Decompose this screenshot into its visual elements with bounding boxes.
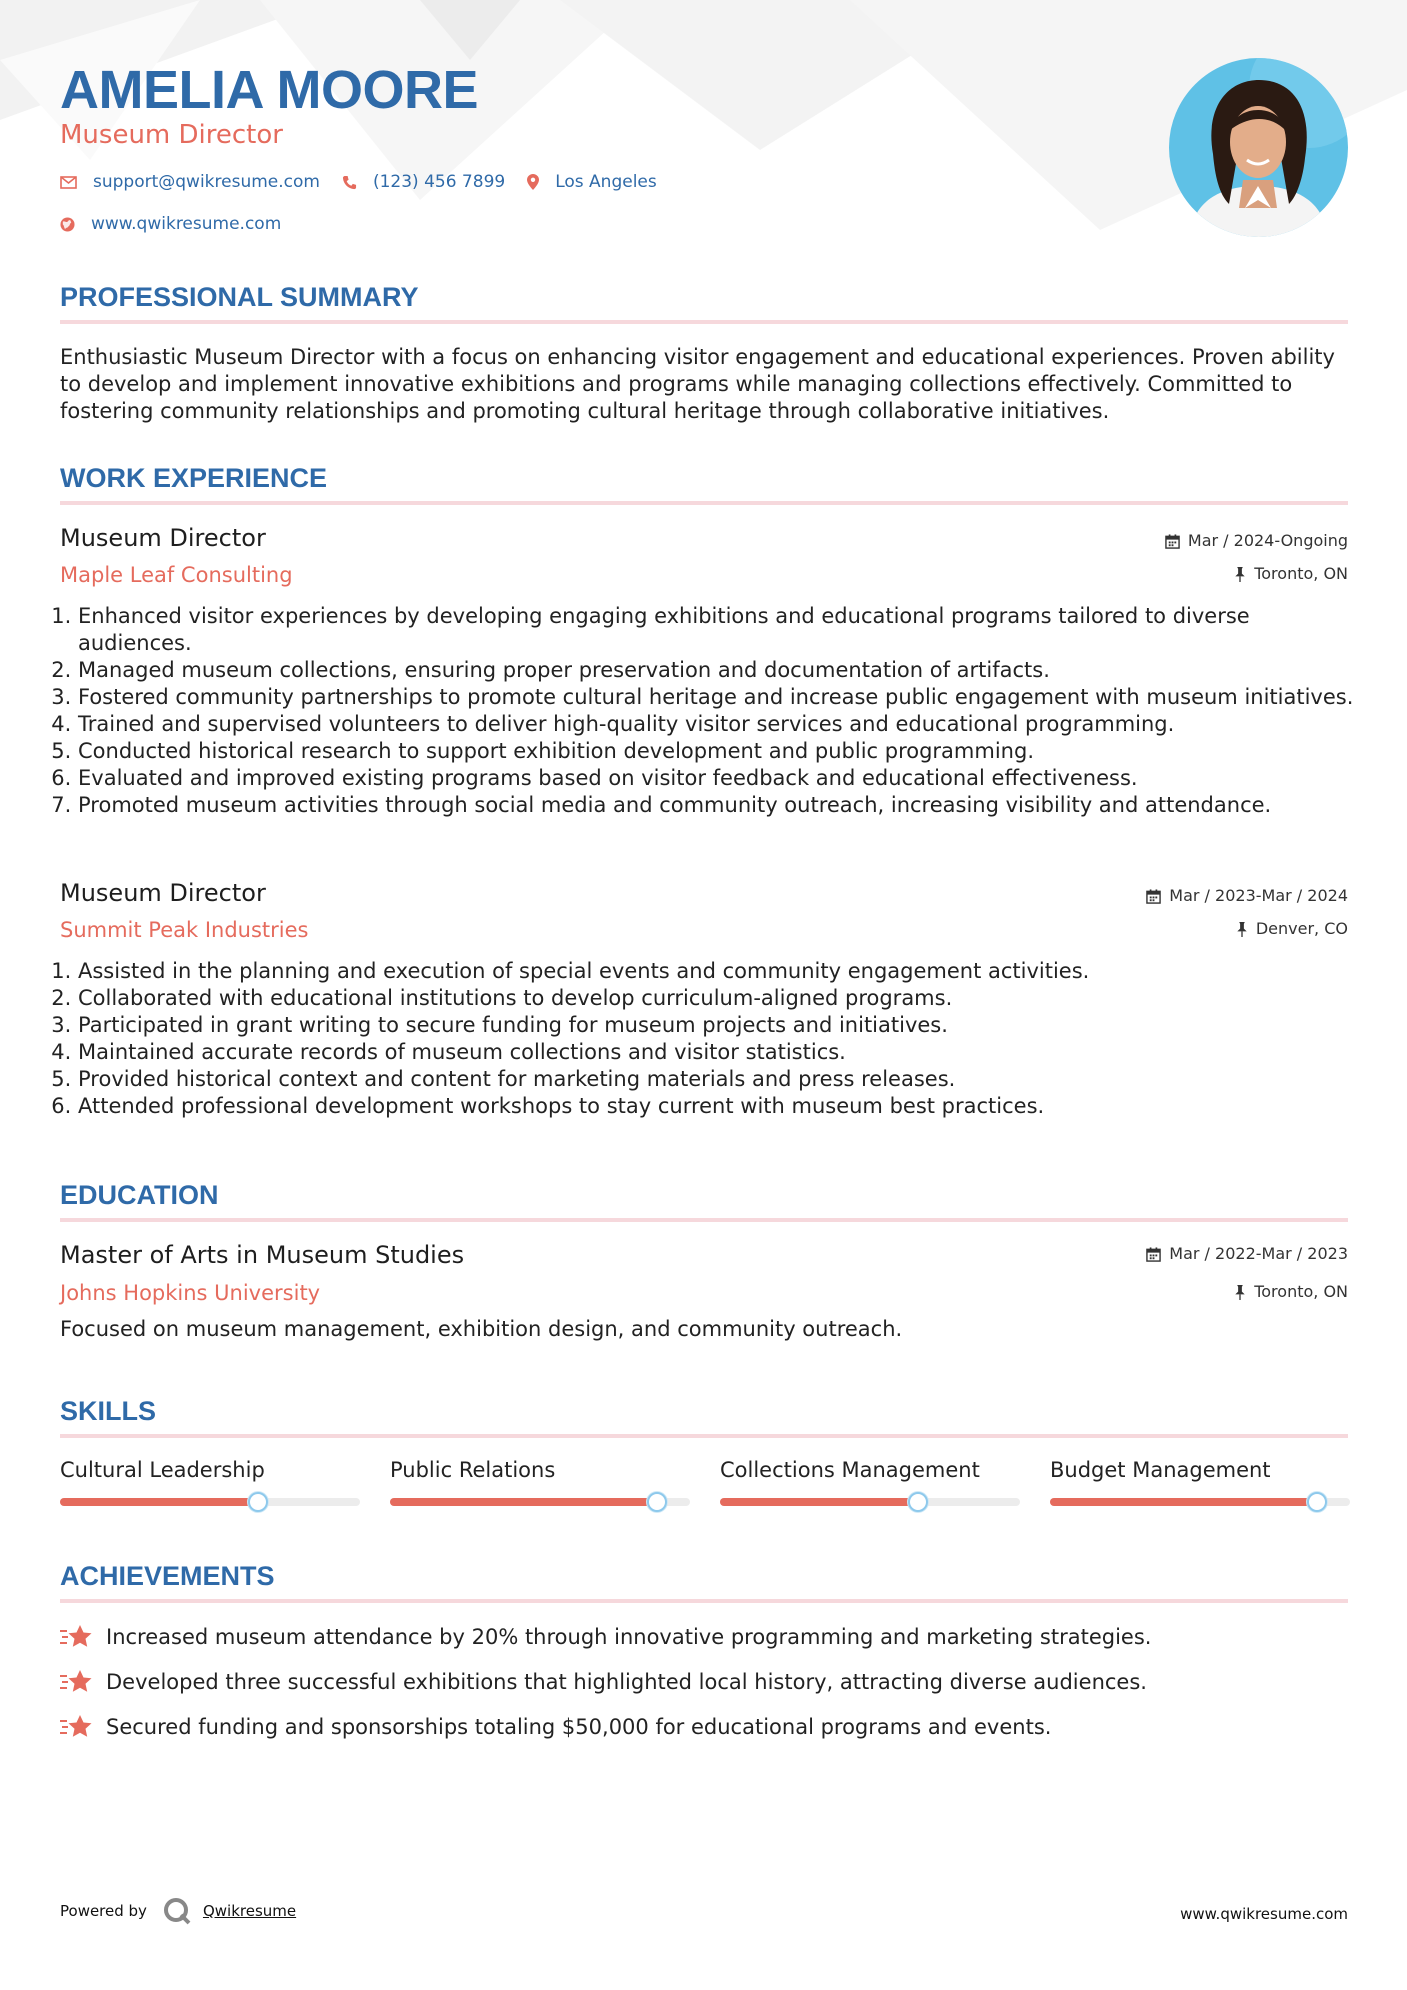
education-divider — [60, 1218, 1348, 1222]
job-location — [1236, 918, 1348, 940]
achievement-item — [60, 1623, 1151, 1651]
skill-name: Budget Management — [1050, 1458, 1271, 1482]
contact-row-website — [60, 214, 303, 234]
list-item: 1. Assisted in the planning and execution of special events and community engagement activities. — [78, 958, 1366, 985]
star-icon — [60, 1714, 92, 1740]
job-role: Museum Director — [60, 879, 266, 907]
globe-icon — [60, 217, 75, 232]
list-item: 1. Enhanced visitor experiences by developing engaging exhibitions and educational programs tailored to diverse audiences. — [78, 603, 1366, 657]
candidate-name: AMELIA MOORE — [60, 60, 478, 120]
contact-email[interactable] — [60, 172, 320, 192]
achievement-text: Secured funding and sponsorships totaling $50,000 for educational programs and events. — [106, 1715, 1052, 1739]
achievement-item — [60, 1713, 1051, 1741]
job-location — [1234, 563, 1348, 585]
skill-level-bar — [60, 1498, 360, 1506]
skills-heading: SKILLS — [60, 1396, 157, 1426]
candidate-title: Museum Director — [60, 120, 283, 150]
list-item: 4. Trained and supervised volunteers to deliver high-quality visitor services and educational programming. — [78, 711, 1366, 738]
skill-level-fill — [390, 1498, 657, 1506]
pushpin-icon — [1236, 922, 1248, 937]
job-dates — [1146, 885, 1348, 907]
education-dates-text: Mar / 2022-Mar / 2023 — [1169, 1244, 1348, 1263]
location-text: Los Angeles — [555, 172, 657, 192]
skill-level-fill — [1050, 1498, 1317, 1506]
skill-level-fill — [60, 1498, 258, 1506]
list-item: 3. Participated in grant writing to secure funding for museum projects and initiatives. — [78, 1012, 1366, 1039]
job-responsibilities — [60, 958, 1366, 1120]
footer-url[interactable]: www.qwikresume.com — [1180, 1905, 1348, 1923]
skill-name: Public Relations — [390, 1458, 556, 1482]
education-location — [1234, 1281, 1348, 1303]
list-item: 5. Conducted historical research to support exhibition development and public programming. — [78, 738, 1366, 765]
skill-level-bar — [720, 1498, 1020, 1506]
contact-location — [527, 172, 657, 192]
summary-heading: PROFESSIONAL SUMMARY — [60, 282, 419, 312]
job-dates — [1165, 530, 1348, 552]
list-item: 4. Maintained accurate records of museum collections and visitor statistics. — [78, 1039, 1366, 1066]
list-item: 7. Promoted museum activities through social media and community outreach, increasing visibility and attendance. — [78, 792, 1366, 819]
footer-powered-by — [60, 1897, 296, 1925]
brand-link[interactable]: Qwikresume — [202, 1902, 297, 1920]
skill-level-knob — [647, 1492, 667, 1512]
qwikresume-logo — [163, 1897, 191, 1925]
contact-phone[interactable] — [342, 172, 505, 192]
pushpin-icon — [1234, 567, 1246, 582]
job-role: Museum Director — [60, 524, 266, 552]
calendar-icon — [1146, 1247, 1161, 1262]
list-item: 6. Attended professional development workshops to stay current with museum best practices. — [78, 1093, 1366, 1120]
job-responsibilities — [60, 603, 1366, 819]
job-dates-text: Mar / 2023-Mar / 2024 — [1169, 886, 1348, 905]
education-dates — [1146, 1243, 1348, 1265]
skill-name: Cultural Leadership — [60, 1458, 265, 1482]
phone-text: (123) 456 7899 — [372, 172, 506, 192]
phone-icon — [342, 175, 357, 190]
website-text: www.qwikresume.com — [91, 214, 282, 234]
summary-divider — [60, 320, 1348, 324]
calendar-icon — [1146, 889, 1161, 904]
skill-item — [720, 1456, 1020, 1484]
job-company: Maple Leaf Consulting — [60, 563, 293, 587]
map-pin-icon — [527, 174, 539, 190]
education-description: Focused on museum management, exhibition design, and community outreach. — [60, 1317, 903, 1341]
skill-item — [390, 1456, 690, 1484]
skill-level-bar — [1050, 1498, 1350, 1506]
skill-level-knob — [248, 1492, 268, 1512]
achievements-divider — [60, 1599, 1348, 1603]
achievement-text: Increased museum attendance by 20% through innovative programming and marketing strategies. — [106, 1625, 1152, 1649]
job-company: Summit Peak Industries — [60, 918, 309, 942]
email-text: support@qwikresume.com — [93, 172, 320, 192]
list-item: 5. Provided historical context and content for marketing materials and press releases. — [78, 1066, 1366, 1093]
skill-level-fill — [720, 1498, 918, 1506]
summary-text: Enthusiastic Museum Director with a focus on enhancing visitor engagement and educational experiences. Proven ability to develop and implement innovative exhibitions and programs while managing collections effectively. Committed to fostering community relationships and promoting cultural heritage through collaborative initiatives. — [60, 345, 1335, 423]
job-location-text: Denver, CO — [1255, 919, 1348, 938]
skill-item — [60, 1456, 360, 1484]
education-heading: EDUCATION — [60, 1180, 219, 1210]
skill-level-knob — [1307, 1492, 1327, 1512]
experience-heading: WORK EXPERIENCE — [60, 463, 328, 493]
list-item: 2. Collaborated with educational institutions to develop curriculum-aligned programs. — [78, 985, 1366, 1012]
envelope-icon — [60, 176, 77, 189]
calendar-icon — [1165, 534, 1180, 549]
achievement-text: Developed three successful exhibitions that highlighted local history, attracting diverse audiences. — [106, 1670, 1147, 1694]
education-location-text: Toronto, ON — [1254, 1282, 1348, 1301]
contact-website[interactable] — [60, 214, 281, 234]
star-icon — [60, 1669, 92, 1695]
profile-photo — [1169, 58, 1348, 237]
list-item: 3. Fostered community partnerships to promote cultural heritage and increase public engagement with museum initiatives. — [78, 684, 1366, 711]
skill-level-bar — [390, 1498, 690, 1506]
list-item: 6. Evaluated and improved existing programs based on visitor feedback and educational effectiveness. — [78, 765, 1366, 792]
contact-row — [60, 172, 679, 192]
skills-divider — [60, 1434, 1348, 1438]
job-dates-text: Mar / 2024-Ongoing — [1187, 531, 1348, 550]
skill-item — [1050, 1456, 1350, 1484]
job-location-text: Toronto, ON — [1254, 564, 1348, 583]
school-name: Johns Hopkins University — [60, 1281, 321, 1305]
list-item: 2. Managed museum collections, ensuring proper preservation and documentation of artifacts. — [78, 657, 1366, 684]
star-icon — [60, 1624, 92, 1650]
degree-title: Master of Arts in Museum Studies — [60, 1241, 465, 1269]
powered-by-text: Powered by — [60, 1902, 147, 1920]
achievement-item — [60, 1668, 1147, 1696]
skill-name: Collections Management — [720, 1458, 980, 1482]
achievements-heading: ACHIEVEMENTS — [60, 1561, 275, 1591]
pushpin-icon — [1234, 1285, 1246, 1300]
experience-divider — [60, 501, 1348, 505]
skill-level-knob — [908, 1492, 928, 1512]
